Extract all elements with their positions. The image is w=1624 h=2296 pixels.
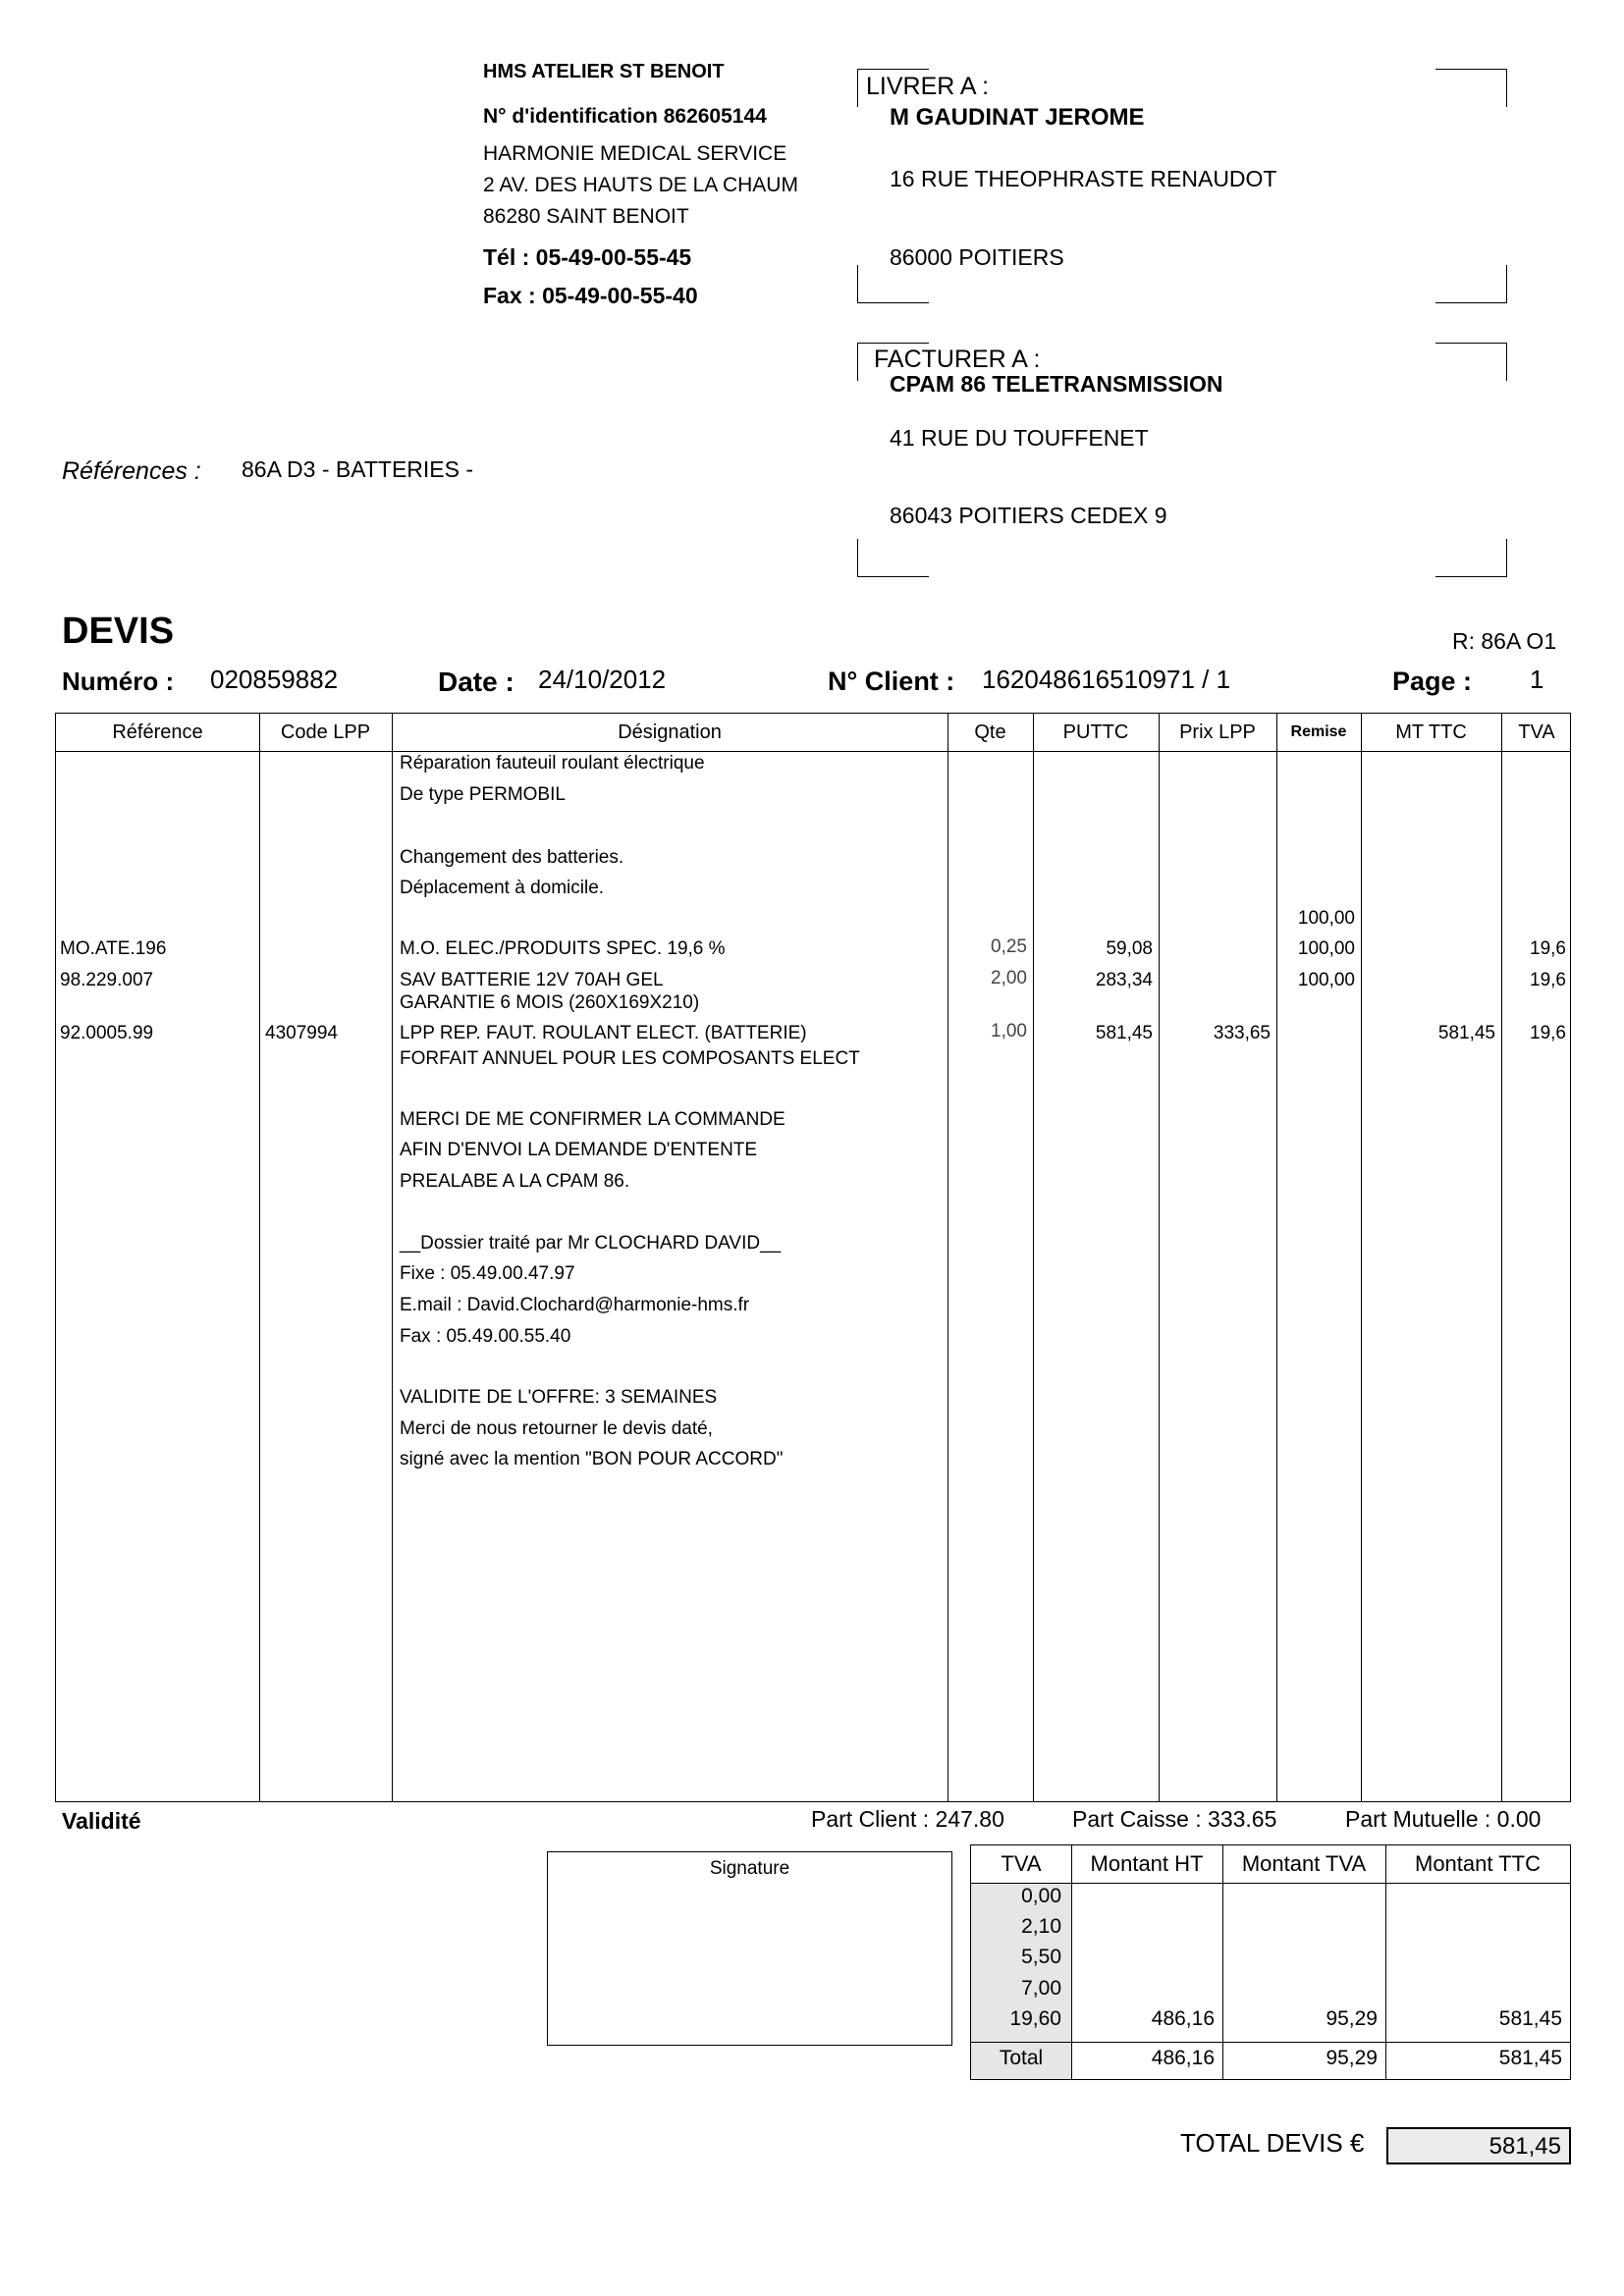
designation-line: SAV BATTERIE 12V 70AH GEL xyxy=(400,970,664,990)
row-qte: 1,00 xyxy=(991,1021,1027,1041)
vat-header-ht: Montant HT xyxy=(1090,1851,1204,1876)
vat-rate: 19,60 xyxy=(1009,2007,1061,2030)
row-tva: 19,6 xyxy=(1530,938,1566,959)
vat-total-label: Total xyxy=(999,2047,1044,2069)
numero-value: 020859882 xyxy=(210,665,339,694)
designation-line: signé avec la mention "BON POUR ACCORD" xyxy=(400,1449,784,1469)
vat-rate: 0,00 xyxy=(1021,1885,1061,1907)
header-reference: Référence xyxy=(112,721,203,743)
references-value: 86A D3 - BATTERIES - xyxy=(242,456,474,482)
client-label: N° Client : xyxy=(828,667,955,696)
document-title: DEVIS xyxy=(62,611,175,652)
row-remise: 100,00 xyxy=(1297,938,1355,959)
invoice-label: FACTURER A : xyxy=(874,346,1041,373)
designation-line: Réparation fauteuil roulant électrique xyxy=(400,753,705,774)
vat-rate: 5,50 xyxy=(1021,1946,1061,1968)
vat-total-ttc: 581,45 xyxy=(1498,2047,1562,2069)
invoice-name: CPAM 86 TELETRANSMISSION xyxy=(890,371,1223,397)
company-address-2: 86280 SAINT BENOIT xyxy=(483,205,689,228)
designation-line: De type PERMOBIL xyxy=(400,784,566,805)
header-mt-ttc: MT TTC xyxy=(1395,721,1467,743)
part-caisse: Part Caisse : 333.65 xyxy=(1072,1806,1277,1832)
row-remise: 100,00 xyxy=(1297,908,1355,929)
company-address-1: 2 AV. DES HAUTS DE LA CHAUM xyxy=(483,174,798,196)
signature-label: Signature xyxy=(709,1858,790,1879)
invoice-address-2: 86043 POITIERS CEDEX 9 xyxy=(890,503,1167,528)
company-name: HMS ATELIER ST BENOIT xyxy=(483,61,725,82)
deliver-address-2: 86000 POITIERS xyxy=(890,244,1064,270)
header-prix-lpp: Prix LPP xyxy=(1179,721,1256,743)
line-items-table xyxy=(55,713,1571,1802)
row-reference: 98.229.007 xyxy=(60,970,154,990)
vat-ht-1960: 486,16 xyxy=(1151,2007,1215,2030)
vat-rate: 2,10 xyxy=(1021,1915,1061,1938)
row-mt-ttc: 581,45 xyxy=(1437,1023,1495,1043)
company-fax: Fax : 05-49-00-55-40 xyxy=(483,283,698,308)
deliver-name: M GAUDINAT JEROME xyxy=(890,104,1145,131)
designation-line: VALIDITE DE L'OFFRE: 3 SEMAINES xyxy=(400,1387,718,1408)
vat-ttc-1960: 581,45 xyxy=(1498,2007,1562,2030)
row-puttc: 283,34 xyxy=(1095,970,1153,990)
header-tva: TVA xyxy=(1518,721,1555,743)
designation-line: Fax : 05.49.00.55.40 xyxy=(400,1326,571,1347)
client-value: 162048616510971 / 1 xyxy=(982,665,1231,694)
header-designation: Désignation xyxy=(618,721,722,743)
designation-line: Fixe : 05.49.00.47.97 xyxy=(400,1263,575,1284)
references-label: Références : xyxy=(62,457,201,485)
company-legal-name: HARMONIE MEDICAL SERVICE xyxy=(483,142,787,165)
numero-label: Numéro : xyxy=(62,667,175,696)
designation-line: Déplacement à domicile. xyxy=(400,878,605,898)
date-value: 24/10/2012 xyxy=(538,665,667,694)
row-reference: 92.0005.99 xyxy=(60,1023,154,1043)
vat-total-ht: 486,16 xyxy=(1151,2047,1215,2069)
designation-line: Merci de nous retourner le devis daté, xyxy=(400,1418,713,1439)
row-tva: 19,6 xyxy=(1530,1023,1566,1043)
designation-line: __Dossier traité par Mr CLOCHARD DAVID__ xyxy=(400,1233,782,1254)
vat-header-ttc: Montant TTC xyxy=(1415,1851,1541,1876)
designation-line: M.O. ELEC./PRODUITS SPEC. 19,6 % xyxy=(400,938,726,959)
designation-line: E.mail : David.Clochard@harmonie-hms.fr xyxy=(400,1295,750,1315)
page-value: 1 xyxy=(1530,665,1544,694)
header-remise: Remise xyxy=(1290,723,1347,740)
date-label: Date : xyxy=(438,667,514,697)
company-id: N° d'identification 862605144 xyxy=(483,105,767,128)
vat-summary-table xyxy=(970,1844,1571,2080)
header-qte: Qte xyxy=(974,721,1006,743)
designation-line: Changement des batteries. xyxy=(400,847,624,868)
row-prix-lpp: 333,65 xyxy=(1213,1023,1271,1043)
invoice-address-1: 41 RUE DU TOUFFENET xyxy=(890,425,1149,451)
row-remise: 100,00 xyxy=(1297,970,1355,990)
designation-line: MERCI DE ME CONFIRMER LA COMMANDE xyxy=(400,1109,785,1130)
page-label: Page : xyxy=(1392,667,1473,696)
row-qte: 2,00 xyxy=(991,968,1027,988)
designation-line: GARANTIE 6 MOIS (260X169X210) xyxy=(400,992,700,1013)
signature-box[interactable] xyxy=(547,1851,952,2046)
row-puttc: 59,08 xyxy=(1106,938,1153,959)
designation-line: LPP REP. FAUT. ROULANT ELECT. (BATTERIE) xyxy=(400,1023,807,1043)
designation-line: FORFAIT ANNUEL POUR LES COMPOSANTS ELECT xyxy=(400,1048,860,1069)
designation-line: AFIN D'ENVOI LA DEMANDE D'ENTENTE xyxy=(400,1140,758,1160)
row-qte: 0,25 xyxy=(991,936,1027,957)
vat-rate: 7,00 xyxy=(1021,1977,1061,2000)
row-tva: 19,6 xyxy=(1530,970,1566,990)
total-devis-box xyxy=(1386,2127,1571,2164)
header-puttc: PUTTC xyxy=(1062,721,1129,743)
vat-tva-1960: 95,29 xyxy=(1326,2007,1378,2030)
vat-header-rate: TVA xyxy=(1001,1851,1042,1876)
total-devis-label: TOTAL DEVIS € xyxy=(1180,2128,1365,2158)
row-reference: MO.ATE.196 xyxy=(60,938,167,959)
row-puttc: 581,45 xyxy=(1095,1023,1153,1043)
vat-total-tva: 95,29 xyxy=(1326,2047,1378,2069)
row-code-lpp: 4307994 xyxy=(265,1023,338,1043)
part-client: Part Client : 247.80 xyxy=(811,1806,1004,1832)
part-mutuelle: Part Mutuelle : 0.00 xyxy=(1345,1806,1542,1832)
validite-label: Validité xyxy=(62,1808,141,1834)
deliver-label: LIVRER A : xyxy=(866,73,990,100)
designation-line: PREALABE A LA CPAM 86. xyxy=(400,1171,630,1192)
header-code-lpp: Code LPP xyxy=(280,721,371,743)
vat-header-tva: Montant TVA xyxy=(1241,1851,1367,1876)
total-devis-value: 581,45 xyxy=(1489,2133,1561,2160)
document-ref-code: R: 86A O1 xyxy=(1452,628,1557,654)
company-tel: Tél : 05-49-00-55-45 xyxy=(483,244,692,270)
deliver-address-1: 16 RUE THEOPHRASTE RENAUDOT xyxy=(890,166,1277,191)
